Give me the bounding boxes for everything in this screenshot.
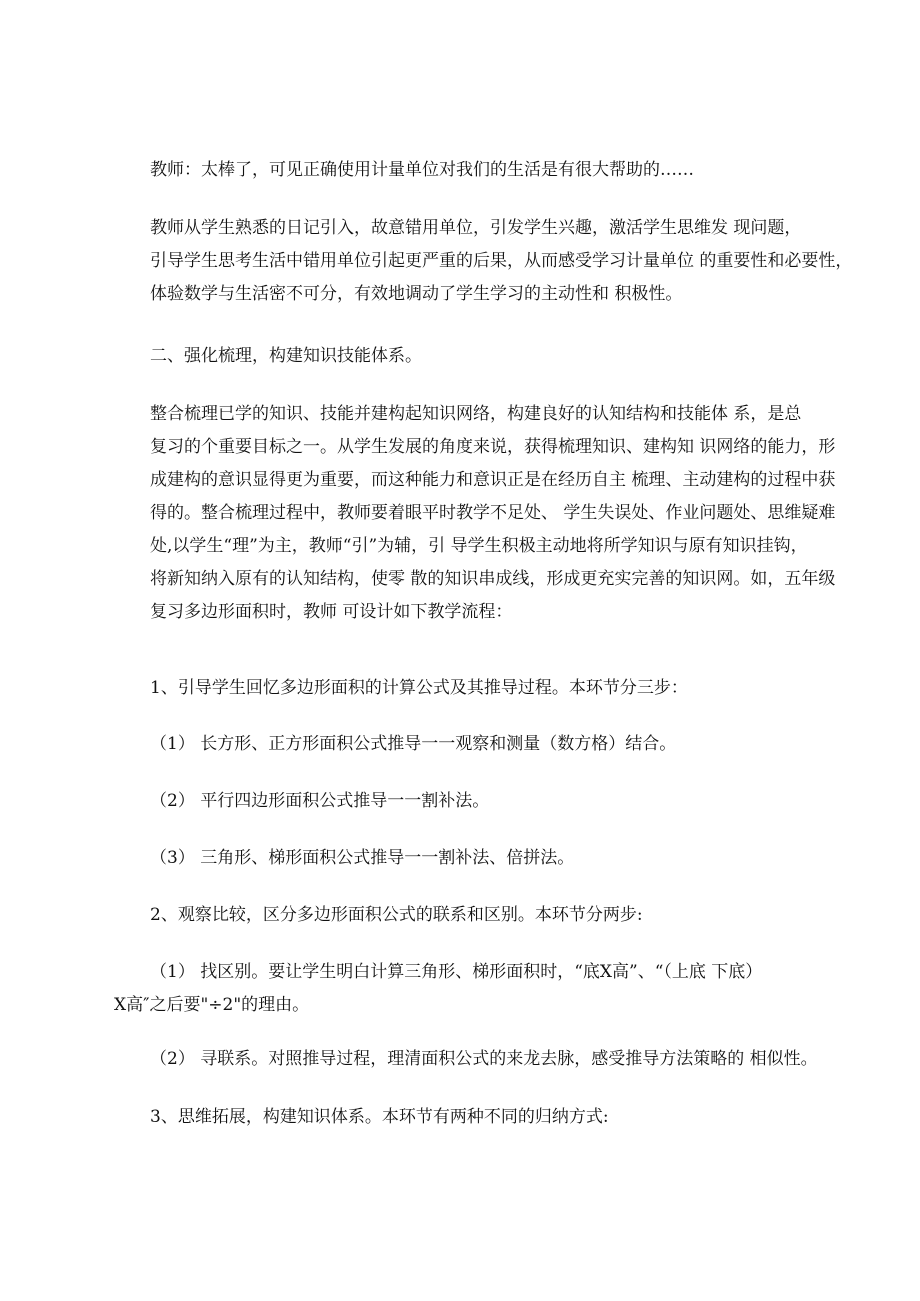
text-line: 1、引导学生回忆多边形面积的计算公式及其推导过程。本环节分三步：: [150, 678, 688, 698]
text-line: 复习的个重要目标之一。从学生发展的角度来说，获得梳理知识、建构知 识网络的能力，形: [150, 437, 836, 457]
text-line: 处,以学生“理”为主，教师“引”为辅，引 导学生积极主动地将所学知识与原有知识挂钩，: [150, 536, 808, 556]
list-item-step-2: [114, 899, 824, 932]
text-line: （3） 三角形、梯形面积公式推导一一割补法、倍拼法。: [150, 848, 575, 868]
text-line: 3、思维拓展，构建知识体系。本环节有两种不同的归纳方式:: [150, 1107, 609, 1127]
text-line: 将新知纳入原有的认知结构，使零 散的知识串成线，形成更充实完善的知识网。如，五年级: [150, 569, 836, 589]
text-line: 教师：太棒了，可见正确使用计量单位对我们的生活是有很大帮助的……: [150, 160, 694, 180]
text-line: （1） 长方形、正方形面积公式推导一一观察和测量（数方格）结合。: [150, 734, 677, 754]
paragraph-integration: [114, 398, 836, 629]
list-subitem-1-3: [114, 842, 824, 875]
text-line: 2、观察比较，区分多边形面积公式的联系和区别。本环节分两步:: [150, 905, 643, 925]
text-line: （2） 平行四边形面积公式推导一一割补法。: [150, 791, 490, 811]
text-line: 复习多边形面积时，教师 可设计如下教学流程：: [150, 602, 513, 622]
text-line: 成建构的意识显得更为重要，而这种能力和意识正是在经历自主 梳理、主动建构的过程中获: [150, 470, 836, 490]
list-subitem-1-1: [114, 728, 824, 761]
text-line: 整合梳理已学的知识、技能并建构起知识网络，构建良好的认知结构和技能体 系，是总: [150, 404, 802, 424]
paragraph-diary-intro: [114, 212, 853, 311]
text-line: 体验数学与生活密不可分，有效地调动了学生学习的主动性和 积极性。: [150, 284, 683, 304]
text-line: （2） 寻联系。对照推导过程，理清面积公式的来龙去脉，感受推导方法策略的 相似性。: [150, 1049, 818, 1069]
text-line: （1） 找区别。要让学生明白计算三角形、梯形面积时，“底X高”、“（上底 下底）: [150, 962, 763, 982]
list-subitem-2-2: [114, 1043, 824, 1076]
list-item-step-1: [114, 672, 824, 705]
text-line: 二、强化梳理，构建知识技能体系。: [150, 346, 422, 366]
text-line: 得的。整合梳理过程中，教师要着眼平时教学不足处、 学生失误处、作业问题处、思维疑难: [150, 503, 836, 523]
list-item-step-3: [114, 1101, 824, 1134]
text-line: 引导学生思考生活中错用单位引起更严重的后果，从而感受学习计量单位 的重要性和必要性，: [150, 251, 853, 271]
list-subitem-1-2: [114, 785, 824, 818]
text-line: X高″之后要"÷2"的理由。: [114, 995, 310, 1015]
section-heading-two: [114, 340, 824, 373]
paragraph-teacher-praise: [114, 154, 824, 187]
list-subitem-2-1: [114, 956, 824, 1022]
text-line: 教师从学生熟悉的日记引入，故意错用单位，引发学生兴趣，激活学生思维发 现问题，: [150, 218, 802, 238]
